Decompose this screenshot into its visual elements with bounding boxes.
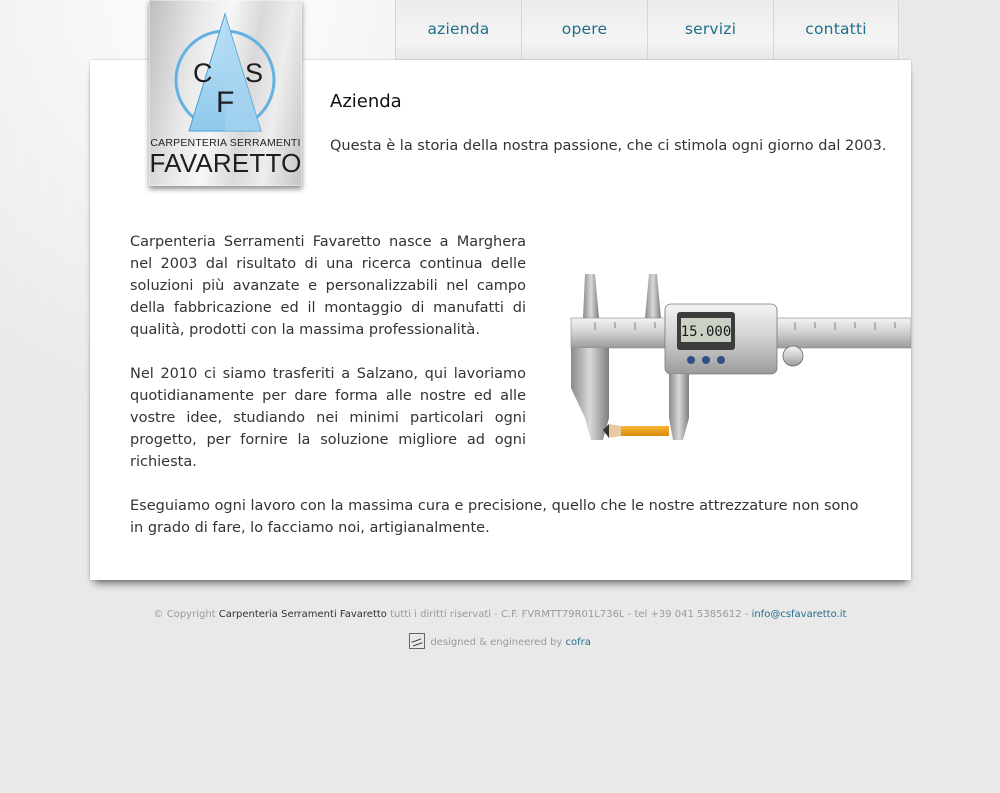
main-navigation	[395, 0, 900, 60]
nav-item-contatti[interactable]	[773, 0, 899, 60]
nav-item-label: opere	[561, 20, 608, 38]
intro-text: Questa è la storia della nostra passione, che ci stimola ogni giorno dal 2003.	[330, 138, 887, 154]
footer-company: Carpenteria Serramenti Favaretto	[218, 609, 387, 620]
logo-emblem	[149, 0, 302, 140]
footer-email-link[interactable]: info@csfavaretto.it	[751, 609, 847, 620]
cofra-logo-icon[interactable]	[409, 633, 425, 649]
logo-name: FAVARETTO	[149, 148, 302, 178]
nav-item-label: contatti	[805, 20, 867, 38]
copyright-prefix: © Copyright	[153, 609, 216, 620]
nav-item-servizi[interactable]	[647, 0, 773, 60]
company-logo[interactable]	[149, 0, 302, 186]
footer-rights: tutti i diritti riservati - C.F. FVRMTT79R01L736L - tel +39 041 5385612 -	[390, 609, 749, 620]
body-paragraph-3: Eseguiamo ogni lavoro con la massima cura e precisione, quello che le nostre attrezzature non sono in grado di fare, lo facciamo noi, artigianalmente.	[130, 498, 859, 536]
cofra-link[interactable]: cofra	[565, 637, 591, 648]
nav-item-label: servizi	[684, 20, 737, 38]
logo-letter-c: C	[193, 58, 213, 88]
digital-caliper-image	[565, 268, 911, 454]
footer-credit	[0, 633, 1000, 649]
logo-subtitle: CARPENTERIA SERRAMENTI	[150, 137, 301, 149]
footer-copyright	[0, 609, 1000, 620]
logo-letter-f: F	[216, 86, 235, 119]
nav-item-label: azienda	[427, 20, 490, 38]
body-paragraph-2: Nel 2010 ci siamo trasferiti a Salzano, qui lavoriamo quotidianamente per dare forma alle nostre ed alle vostre idee, studiando nei minimi particolari ogni progetto, per fornire la soluzione migliore ad ogni richiesta.	[130, 366, 526, 470]
page-title: Azienda	[330, 91, 402, 112]
nav-item-azienda[interactable]	[395, 0, 521, 60]
logo-letter-s: S	[245, 58, 264, 88]
caliper-display: 15.000	[680, 324, 732, 340]
credit-text: designed & engineered by	[430, 637, 563, 648]
body-paragraph-1: Carpenteria Serramenti Favaretto nasce a Marghera nel 2003 dal risultato di una ricerca continua delle soluzioni più avanzate e personalizzabili nel campo della fabbricazione ed il montaggio di manufatti di qualità, prodotti con la massima professionalità.	[130, 234, 526, 338]
nav-item-opere[interactable]	[521, 0, 647, 60]
